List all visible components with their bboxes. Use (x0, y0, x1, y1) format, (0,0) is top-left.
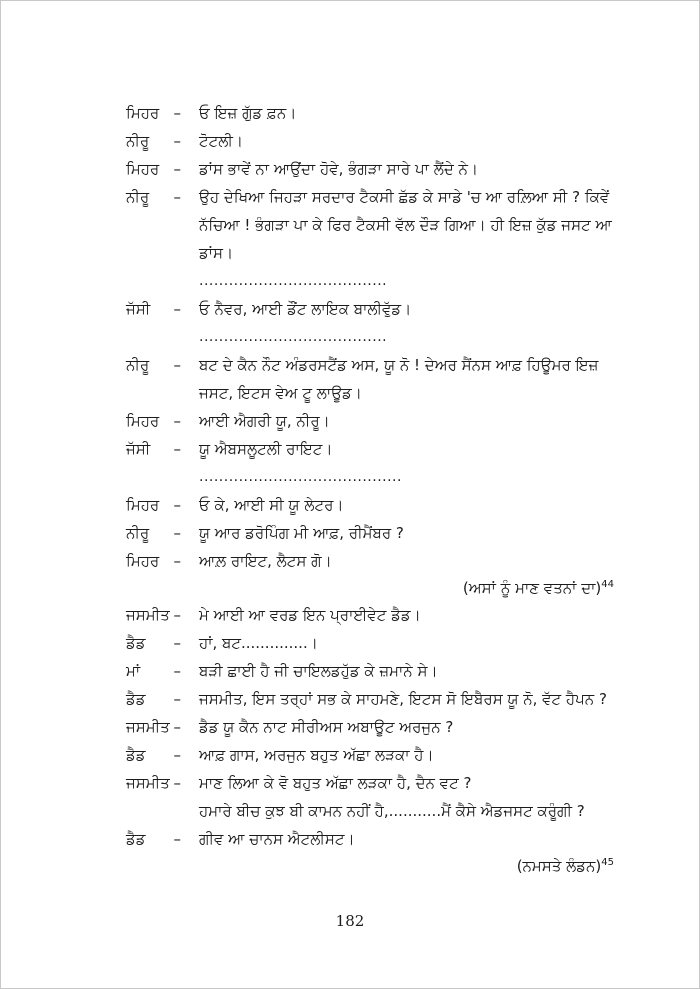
dialogue-row (126, 601, 616, 629)
dialogue-line: ਡਾਂਸ। (199, 244, 234, 262)
dialogue-row (126, 211, 616, 239)
dialogue-row (126, 769, 616, 797)
dialogue-row (126, 825, 616, 853)
footnote-ref: 44 (601, 579, 614, 590)
speaker-dash: – (173, 300, 181, 318)
speaker-name: ਡੈਡ (126, 634, 146, 652)
speaker-column (126, 825, 181, 853)
speaker-column (126, 769, 181, 797)
speaker-name: ਜਸਮੀਤ (126, 718, 170, 736)
speaker-name: ਮਿਹਰ (126, 552, 160, 570)
speaker-name: ਮਿਹਰ (126, 160, 160, 178)
speaker-dash: – (173, 412, 181, 430)
speaker-column (126, 629, 181, 657)
separator-row (126, 267, 616, 295)
speaker-dash: – (173, 662, 181, 680)
dialogue-line: ਹਮਾਰੇ ਬੀਚ ਕੁਝ ਬੀ ਕਾਮਨ ਨਹੀਂ ਹੈ,...........ਮੈਂ ਕੈਸੇ ਐਡਜਸਟ ਕਰੂੰਗੀ ? (199, 802, 585, 820)
speaker-name: ਨੀਰੂ (126, 132, 150, 150)
dialogue-row (126, 127, 616, 155)
citation (126, 575, 616, 601)
speaker-dash: – (173, 496, 181, 514)
dialogue-row (126, 239, 616, 267)
speaker-dash: – (173, 718, 181, 736)
speaker-column (126, 435, 181, 463)
footnote-ref: 45 (601, 857, 614, 868)
speaker-name: ਨੀਰੂ (126, 524, 150, 542)
dialogue-line: ਉਹ ਦੇਖਿਆ ਜਿਹੜਾ ਸਰਦਾਰ ਟੈਕਸੀ ਛੱਡ ਕੇ ਸਾਡੇ 'ਚ ਆ ਰਲ਼ਿਆ ਸੀ ? ਕਿਵੇਂ (199, 188, 610, 206)
dialogue-content (126, 99, 616, 879)
separator-dots: ...................................... (199, 273, 388, 289)
dialogue-line: ਆਲ਼ ਰਾਇਟ, ਲੈਟਸ ਗੋ। (199, 552, 332, 570)
dialogue-line: ਜਸਮੀਤ, ਇਸ ਤਰ੍ਹਾਂ ਸਭ ਕੇ ਸਾਹਮਣੇ, ਇਟਸ ਸੋ ਇਬੈਰਸ ਯੂ ਨੋ, ਵੱਟ ਹੈਪਨ ? (199, 690, 607, 708)
dialogue-row (126, 351, 616, 379)
dialogue-line: ਜਸਟ, ਇਟਸ ਵੇਅ ਟੂ ਲਾਊਡ। (199, 384, 362, 402)
citation (126, 853, 616, 879)
separator-row (126, 463, 616, 491)
speaker-name: ਨੀਰੂ (126, 356, 150, 374)
speaker-column (126, 491, 181, 519)
speaker-name: ਮਿਹਰ (126, 104, 160, 122)
dialogue-line: ਓ ਕੇ, ਆਈ ਸੀ ਯੂ ਲੇਟਰ। (199, 496, 344, 514)
dialogue-row (126, 741, 616, 769)
separator-dots: ...................................... (199, 329, 388, 345)
speaker-dash: – (173, 606, 181, 624)
dialogue-line: ਬੜੀ ਛਾਈ ਹੈ ਜੀ ਚਾਇਲਡਹੁੱਡ ਕੇ ਜ਼ਮਾਨੇ ਸੇ। (199, 662, 438, 680)
speaker-dash: – (173, 552, 181, 570)
dialogue-line: ਮਾਣ ਲਿਆ ਕੇ ਵੋ ਬਹੁਤ ਅੱਛਾ ਲੜਕਾ ਹੈ, ਦੈਨ ਵਟ ? (199, 774, 472, 792)
speaker-column (126, 601, 181, 629)
speaker-column (126, 547, 181, 575)
speaker-dash: – (173, 440, 181, 458)
speaker-column (126, 741, 181, 769)
speaker-column (126, 657, 181, 685)
speaker-dash: – (173, 132, 181, 150)
speaker-name: ਮਿਹਰ (126, 412, 160, 430)
dialogue-line: ਡੈਡ ਯੂ ਕੈਨ ਨਾਟ ਸੀਰੀਅਸ ਅਬਾਊਟ ਅਰਜੁਨ ? (199, 718, 454, 736)
speaker-column (126, 127, 181, 155)
page-number: 182 (335, 912, 365, 930)
speaker-dash: – (173, 104, 181, 122)
speaker-name: ਮਿਹਰ (126, 496, 160, 514)
dialogue-row (126, 379, 616, 407)
dialogue-line: ਯੂ ਆਰ ਡਰੋਪਿੰਗ ਮੀ ਆਫ਼, ਰੀਮੈਂਬਰ ? (199, 524, 404, 542)
speaker-column (126, 155, 181, 183)
speaker-column (126, 519, 181, 547)
citation-text: (ਨਮਸਤੇ ਲੰਡਨ) (516, 857, 602, 875)
speaker-name: ਮਾਂ (126, 662, 141, 680)
dialogue-line: ਗੀਵ ਆ ਚਾਨਸ ਐਟਲੀਸਟ। (199, 830, 355, 848)
speaker-dash: – (173, 356, 181, 374)
speaker-column (126, 713, 181, 741)
speaker-name: ਨੀਰੂ (126, 188, 150, 206)
dialogue-row (126, 491, 616, 519)
citation-text: (ਅਸਾਂ ਨੂੰ ਮਾਣ ਵਤਨਾਂ ਦਾ) (462, 579, 602, 597)
speaker-column (126, 99, 181, 127)
speaker-name: ਜੱਸੀ (126, 440, 151, 458)
dialogue-row (126, 685, 616, 713)
speaker-column (126, 351, 181, 379)
dialogue-row (126, 797, 616, 825)
dialogue-row (126, 657, 616, 685)
speaker-column (126, 407, 181, 435)
speaker-column (126, 685, 181, 713)
dialogue-line: ਡਾਂਸ ਭਾਵੇਂ ਨਾ ਆਉਂਦਾ ਹੋਵੇ, ਭੰਗੜਾ ਸਾਰੇ ਪਾ ਲੈਂਦੇ ਨੇ। (199, 160, 479, 178)
speaker-dash: – (173, 746, 181, 764)
speaker-dash: – (173, 188, 181, 206)
speaker-dash: – (173, 690, 181, 708)
dialogue-row (126, 295, 616, 323)
speaker-dash: – (173, 160, 181, 178)
dialogue-row (126, 435, 616, 463)
dialogue-row (126, 713, 616, 741)
dialogue-row (126, 547, 616, 575)
separator-row (126, 323, 616, 351)
speaker-dash: – (173, 634, 181, 652)
separator-dots: ......................................... (199, 469, 402, 485)
dialogue-row (126, 155, 616, 183)
dialogue-line: ਆਈ ਐਗਰੀ ਯੂ, ਨੀਰੂ। (199, 412, 330, 430)
dialogue-line: ਟੋਟਲੀ। (199, 132, 243, 150)
dialogue-row (126, 407, 616, 435)
dialogue-line: ਓ ਇਜ਼ ਗੁੱਡ ਫ਼ਨ। (199, 104, 297, 122)
speaker-name: ਡੈਡ (126, 746, 146, 764)
speaker-column (126, 183, 181, 211)
speaker-dash: – (173, 830, 181, 848)
speaker-name: ਡੈਡ (126, 690, 146, 708)
speaker-name: ਡੈਡ (126, 830, 146, 848)
speaker-dash: – (173, 524, 181, 542)
dialogue-line: ਯੂ ਐਬਸਲੂਟਲੀ ਰਾਇਟ। (199, 440, 333, 458)
dialogue-line: ਨੱਚਿਆ ! ਭੰਗੜਾ ਪਾ ਕੇ ਫਿਰ ਟੈਕਸੀ ਵੱਲ ਦੌੜ ਗਿਆ। ਹੀ ਇਜ਼ ਕੁੱਡ ਜਸਟ ਆ (199, 216, 612, 234)
speaker-dash: – (173, 774, 181, 792)
dialogue-row (126, 519, 616, 547)
speaker-name: ਜਸਮੀਤ (126, 774, 170, 792)
dialogue-line: ਓ ਨੈਵਰ, ਆਈ ਡੌਂਟ ਲਾਇਕ ਬਾਲੀਵੁੱਡ। (199, 300, 412, 318)
dialogue-line: ਮੇ ਆਈ ਆ ਵਰਡ ਇਨ ਪ੍ਰਾਈਵੇਟ ਡੈਡ। (199, 606, 421, 624)
speaker-name: ਜੱਸੀ (126, 300, 151, 318)
dialogue-row (126, 629, 616, 657)
dialogue-line: ਬਟ ਦੇ ਕੈਨ ਨੌਟ ਅੰਡਰਸਟੈਂਡ ਅਸ, ਯੂ ਨੋ ! ਦੇਅਰ ਸੈਂਨਸ ਆਫ਼ ਹਿਊਮਰ ਇਜ਼ (199, 356, 599, 374)
dialogue-row (126, 99, 616, 127)
dialogue-line: ਆਫ਼ ਗਾਸ, ਅਰਜੁਨ ਬਹੁਤ ਅੱਛਾ ਲੜਕਾ ਹੈ। (199, 746, 434, 764)
dialogue-line: ਹਾਂ, ਬਟ..............। (199, 634, 318, 652)
speaker-name: ਜਸਮੀਤ (126, 606, 170, 624)
speaker-column (126, 295, 181, 323)
dialogue-row (126, 183, 616, 211)
